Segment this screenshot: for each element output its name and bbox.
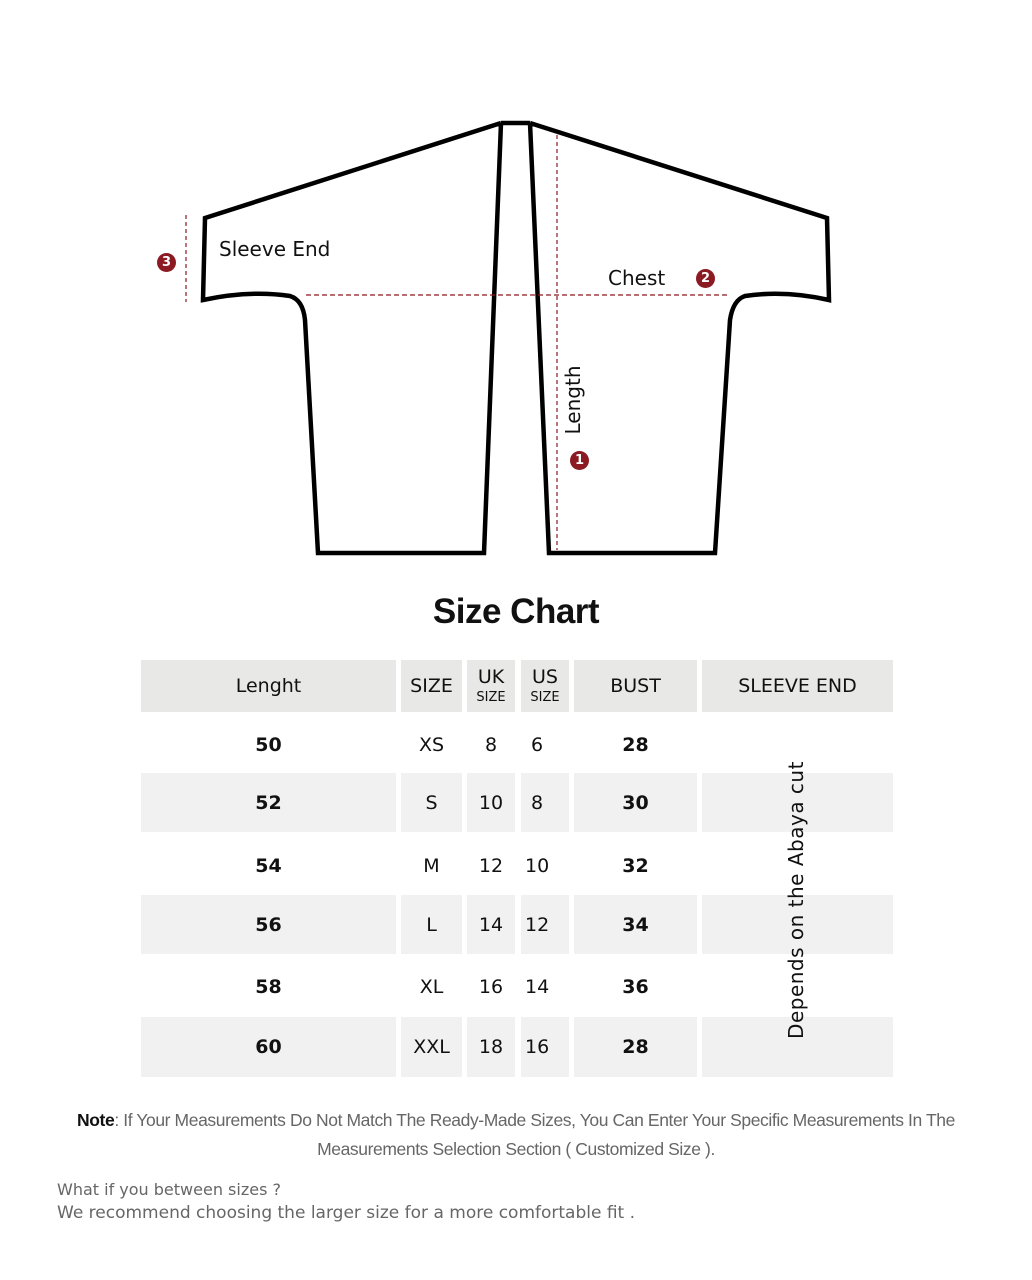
cell-bust: 32 — [622, 854, 649, 877]
cell-bust: 28 — [622, 734, 649, 756]
cell-uk: 12 — [478, 854, 504, 877]
header-uk-label: UK — [477, 666, 505, 688]
header-us-size — [521, 660, 569, 712]
length-label: Length — [561, 365, 585, 435]
note-line2: Measurements Selection Section ( Customized Size ). — [317, 1139, 715, 1159]
cell-length: 60 — [141, 1017, 396, 1077]
cell-length: 56 — [141, 895, 396, 954]
header-size: SIZE — [401, 660, 462, 712]
cell-us: 12 — [521, 895, 569, 954]
garment-diagram — [0, 0, 1032, 580]
header-length: Lenght — [141, 660, 396, 712]
sleeve-end-label: Sleeve End — [219, 237, 331, 261]
cell-us: 16 — [521, 1017, 569, 1077]
size-chart-title: Size Chart — [432, 592, 600, 631]
cell-uk: 10 — [467, 773, 515, 832]
cell-bust: 28 — [574, 1017, 697, 1077]
cell-us: 14 — [525, 975, 550, 998]
cell-us: 6 — [530, 734, 544, 756]
note-label: Note — [77, 1110, 115, 1130]
note-sep: : — [114, 1110, 124, 1130]
cell-uk: 8 — [484, 734, 498, 756]
cell-length: 52 — [141, 773, 396, 832]
sleeve-end-note: Depends on the Abaya cut — [784, 761, 808, 1039]
header-uk-sub: SIZE — [476, 690, 506, 705]
faq-question: What if you between sizes ? — [57, 1180, 281, 1199]
cell-size: M — [423, 854, 440, 877]
cell-bust: 34 — [574, 895, 697, 954]
cell-size: XL — [419, 975, 444, 998]
cell-us: 10 — [525, 854, 550, 877]
chest-badge: 2 — [696, 269, 715, 288]
sleeve-end-badge: 3 — [157, 253, 176, 272]
cell-us: 8 — [521, 773, 569, 832]
cell-bust: 30 — [574, 773, 697, 832]
cell-size: S — [401, 773, 462, 832]
header-uk-size — [467, 660, 515, 712]
cell-length: 50 — [255, 734, 282, 756]
length-badge: 1 — [570, 451, 589, 470]
note-line1: If Your Measurements Do Not Match The Ready-Made Sizes, You Can Enter Your Specific Measurements In The — [123, 1110, 955, 1130]
cell-size: L — [401, 895, 462, 954]
cell-uk: 18 — [467, 1017, 515, 1077]
cell-uk: 14 — [467, 895, 515, 954]
cell-bust: 36 — [622, 975, 649, 998]
abaya-outline-icon — [0, 0, 1032, 580]
chest-label: Chest — [608, 266, 666, 290]
cell-length: 58 — [255, 975, 282, 998]
cell-size: XS — [418, 734, 445, 756]
note-text — [40, 1106, 992, 1164]
cell-size: XXL — [401, 1017, 462, 1077]
cell-uk: 16 — [478, 975, 504, 998]
faq-answer: We recommend choosing the larger size for a more comfortable fit . — [57, 1203, 636, 1223]
header-us-label: US — [532, 666, 558, 688]
cell-length: 54 — [255, 854, 282, 877]
header-bust: BUST — [574, 660, 697, 712]
header-us-sub: SIZE — [530, 690, 560, 705]
header-sleeve-end: SLEEVE END — [702, 660, 893, 712]
